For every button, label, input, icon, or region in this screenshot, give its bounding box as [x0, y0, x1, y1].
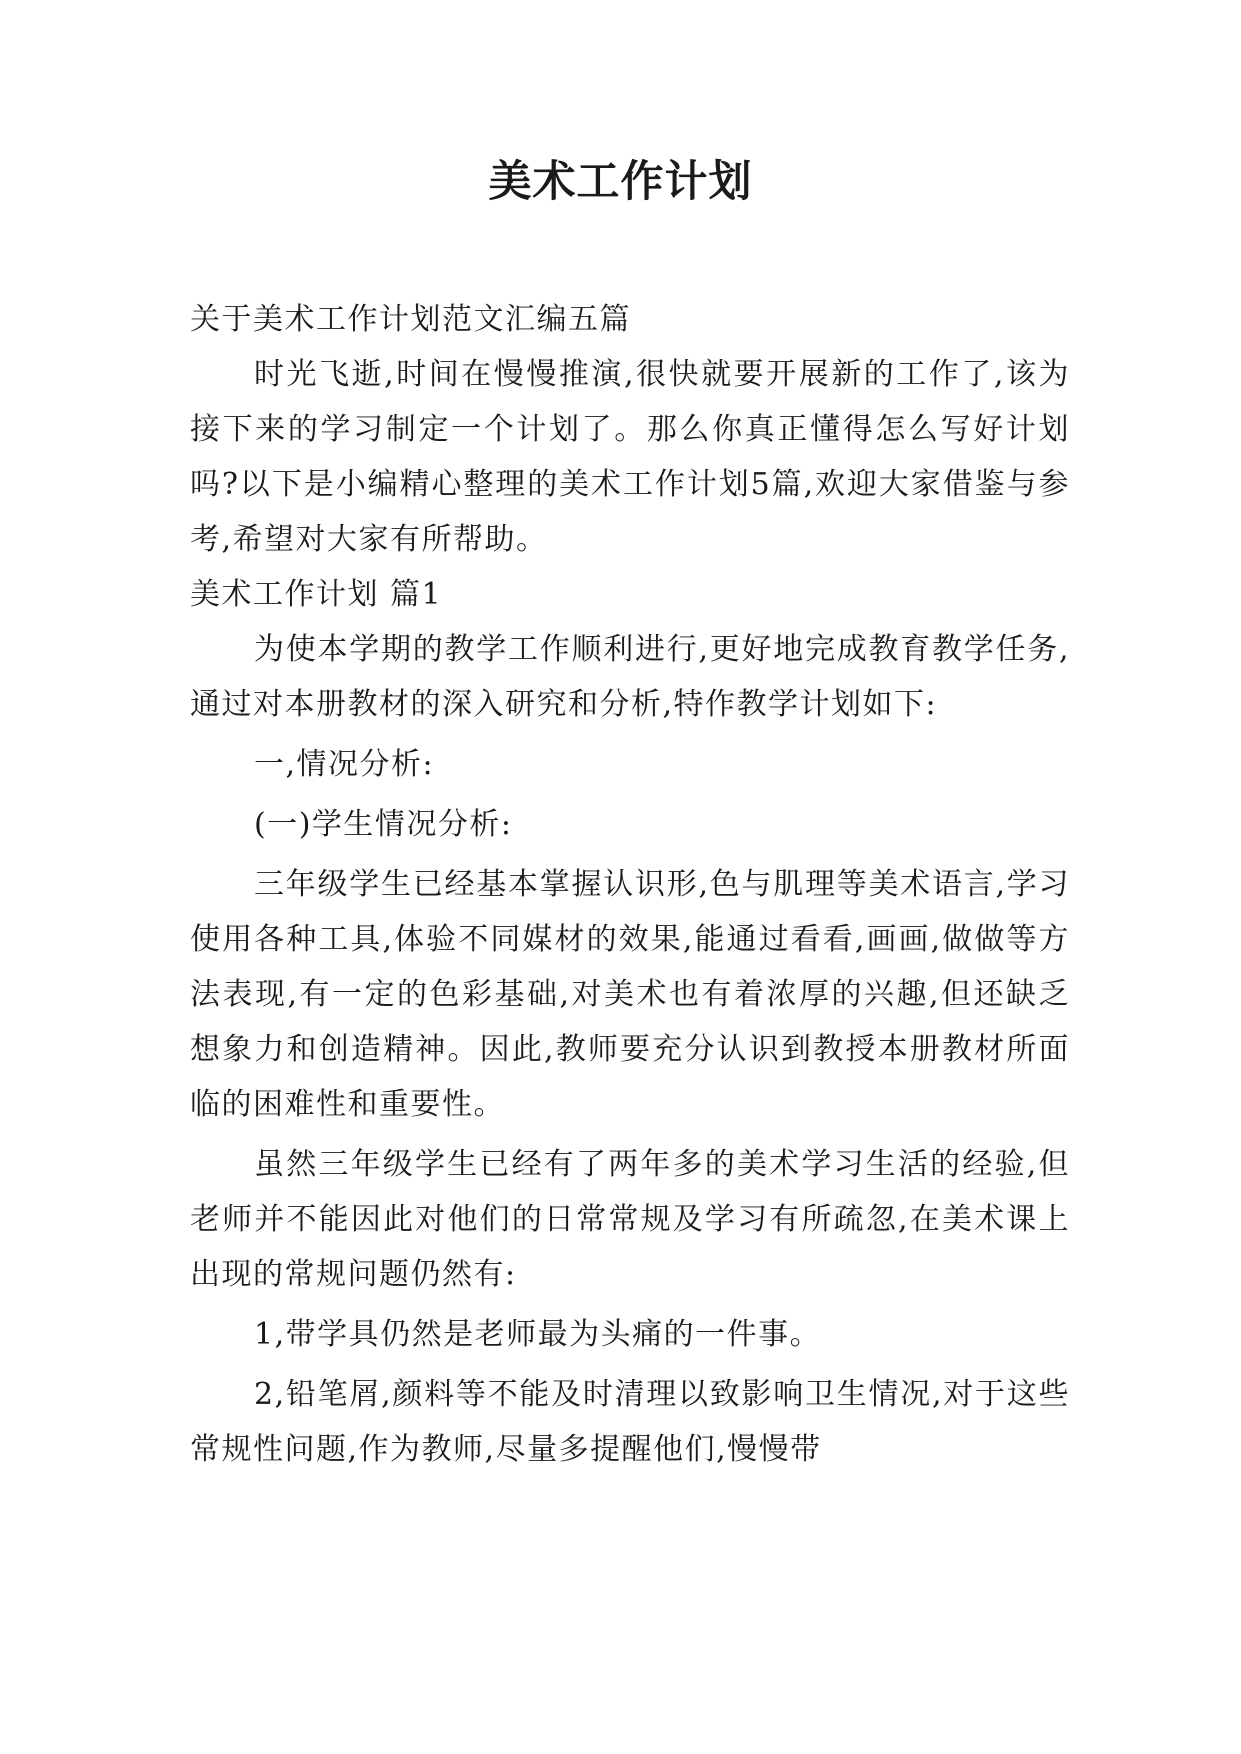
paragraph: (一)学生情况分析: — [254, 807, 513, 842]
section-heading: 美术工作计划 篇1 — [190, 577, 443, 612]
paragraph: 2,铅笔屑,颜料等不能及时清理以致影响卫生情况,对于这些常规性问题,作为教师,尽量多提醒他们,慢慢带 — [190, 1377, 1070, 1467]
paragraph: 为使本学期的教学工作顺利进行,更好地完成教育教学任务,通过对本册教材的深入研究和分析,特作教学计划如下: — [190, 632, 1070, 722]
document-subtitle: 关于美术工作计划范文汇编五篇 — [190, 302, 631, 337]
document-body — [190, 292, 1070, 1477]
paragraph: 一,情况分析: — [254, 747, 435, 782]
paragraph: 1,带学具仍然是老师最为头痛的一件事。 — [254, 1317, 822, 1352]
document-title: 美术工作计划 — [488, 157, 753, 207]
paragraph: 虽然三年级学生已经有了两年多的美术学习生活的经验,但老师并不能因此对他们的日常常规及学习有所疏忽,在美术课上出现的常规问题仍然有: — [190, 1147, 1070, 1292]
intro-paragraph: 时光飞逝,时间在慢慢推演,很快就要开展新的工作了,该为接下来的学习制定一个计划了。那么你真正懂得怎么写好计划吗?以下是小编精心整理的美术工作计划5篇,欢迎大家借鉴与参考,希望对大家有所帮助。 — [190, 357, 1070, 557]
paragraph: 三年级学生已经基本掌握认识形,色与肌理等美术语言,学习使用各种工具,体验不同媒材的效果,能通过看看,画画,做做等方法表现,有一定的色彩基础,对美术也有着浓厚的兴趣,但还缺乏想象力和创造精神。因此,教师要充分认识到教授本册教材所面临的困难性和重要性。 — [190, 867, 1070, 1122]
